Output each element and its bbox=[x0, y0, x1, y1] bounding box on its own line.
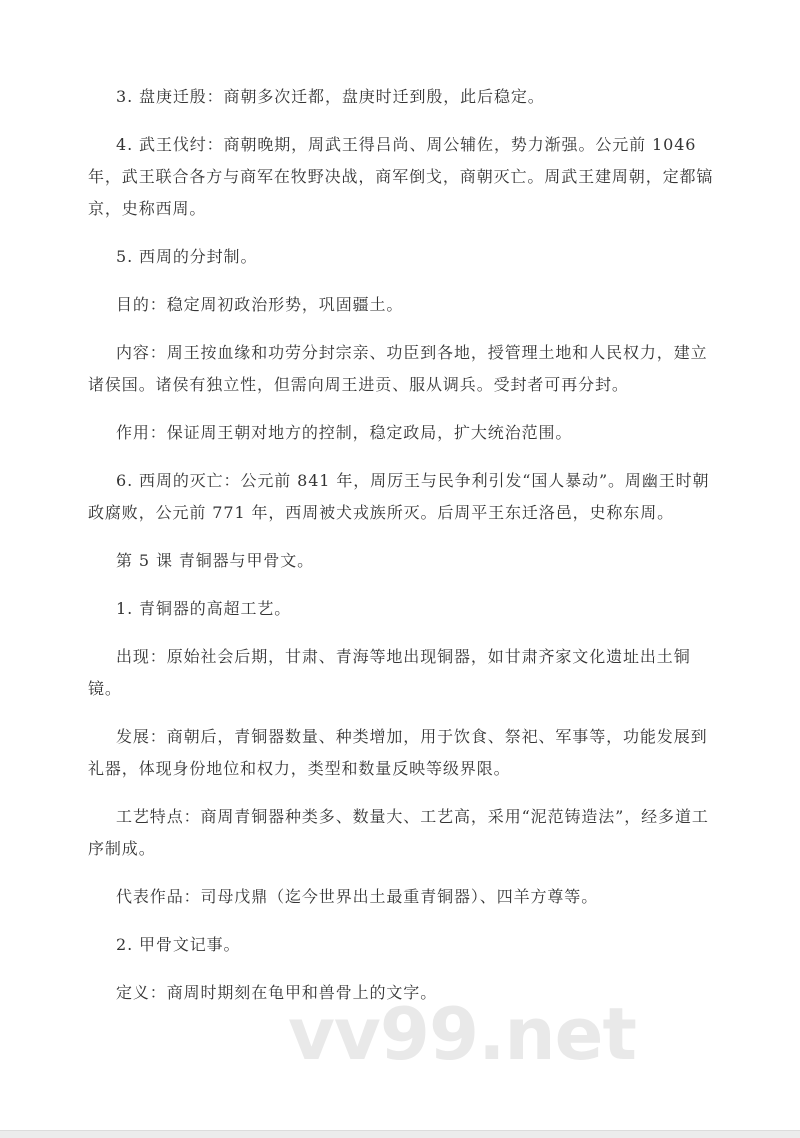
paragraph-works: 代表作品：司母戊鼎（迄今世界出土最重青铜器）、四羊方尊等。 bbox=[116, 887, 599, 906]
paragraph-appearance: 出现：原始社会后期，甘肃、青海等地出现铜器，如甘肃齐家文化遗址出土铜镜。 bbox=[88, 647, 691, 698]
heading-bronze: 1. 青铜器的高超工艺。 bbox=[116, 599, 292, 618]
heading-fenfeng: 5. 西周的分封制。 bbox=[116, 247, 258, 266]
paragraph-pangeng: 3. 盘庚迁殷：商朝多次迁都，盘庚时迁到殷，此后稳定。 bbox=[116, 87, 545, 106]
paragraph-effect: 作用：保证周王朝对地方的控制，稳定政局，扩大统治范围。 bbox=[116, 423, 573, 442]
paragraph-development: 发展：商朝后，青铜器数量、种类增加，用于饮食、祭祀、军事等，功能发展到礼器，体现身份地位和权力，类型和数量反映等级界限。 bbox=[88, 727, 708, 778]
paragraph-craft: 工艺特点：商周青铜器种类多、数量大、工艺高，采用“泥范铸造法”，经多道工序制成。 bbox=[88, 807, 709, 858]
paragraph-wuwang: 4. 武王伐纣：商朝晚期，周武王得吕尚、周公辅佐，势力渐强。公元前 1046 年，武王联合各方与商军在牧野决战，商军倒戈，商朝灭亡。周武王建周朝，定都镐京，史称西周。 bbox=[88, 135, 714, 218]
heading-oracle-bone: 2. 甲骨文记事。 bbox=[116, 935, 241, 954]
paragraph-content: 内容：周王按血缘和功劳分封宗亲、功臣到各地，授管理土地和人民权力，建立诸侯国。诸侯有独立性，但需向周王进贡、服从调兵。受封者可再分封。 bbox=[88, 343, 708, 394]
paragraph-xizhou-fall: 6. 西周的灭亡：公元前 841 年，周厉王与民争利引发“国人暴动”。周幽王时朝政腐败，公元前 771 年，西周被犬戎族所灭。后周平王东迁洛邑，史称东周。 bbox=[88, 471, 710, 522]
paragraph-definition: 定义：商周时期刻在龟甲和兽骨上的文字。 bbox=[116, 983, 438, 1002]
document-page bbox=[88, 81, 714, 1025]
watermark: vv99.net bbox=[288, 992, 636, 1076]
paragraph-purpose: 目的：稳定周初政治形势，巩固疆土。 bbox=[116, 295, 404, 314]
lesson-heading: 第 5 课 青铜器与甲骨文。 bbox=[116, 551, 315, 570]
